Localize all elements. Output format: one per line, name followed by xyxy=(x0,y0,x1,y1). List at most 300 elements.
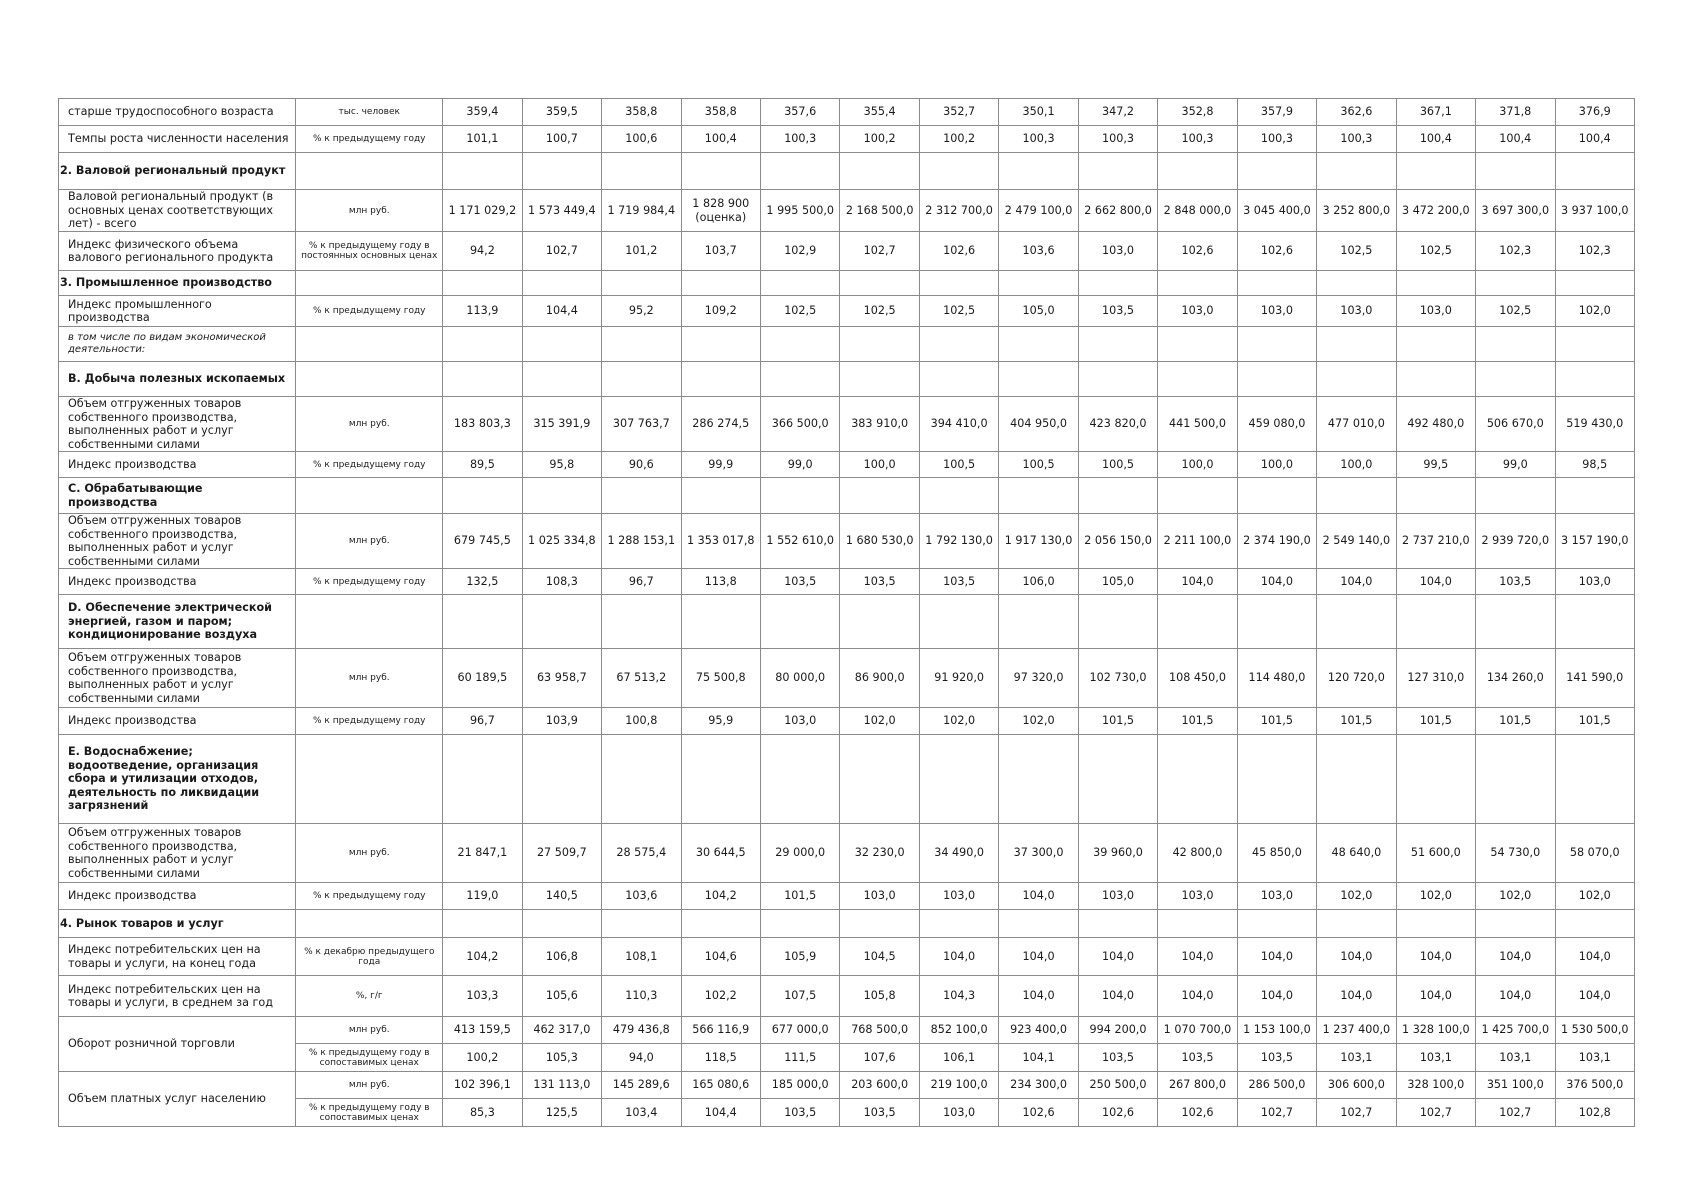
value-cell: 768 500,0 xyxy=(840,1017,919,1044)
value-cell: 103,0 xyxy=(840,883,919,910)
value-cell: 367,1 xyxy=(1396,99,1475,126)
value-cell: 102,7 xyxy=(1476,1099,1555,1127)
value-cell: 103,4 xyxy=(602,1099,681,1127)
empty-cell xyxy=(602,595,681,649)
empty-cell xyxy=(681,271,760,296)
value-cell: 2 312 700,0 xyxy=(919,190,998,232)
value-cell: 366 500,0 xyxy=(760,397,839,452)
value-cell: 105,3 xyxy=(522,1044,601,1072)
value-cell: 100,2 xyxy=(840,126,919,153)
value-cell: 100,5 xyxy=(1078,452,1157,478)
value-cell: 101,5 xyxy=(1237,708,1316,735)
value-cell: 104,0 xyxy=(1317,569,1396,595)
value-cell: 108 450,0 xyxy=(1158,649,1237,708)
value-cell: 103,9 xyxy=(522,708,601,735)
empty-cell xyxy=(681,595,760,649)
value-cell: 102,5 xyxy=(760,296,839,327)
unit-label: % к предыдущему году xyxy=(296,883,443,910)
value-cell: 100,4 xyxy=(1555,126,1634,153)
empty-cell xyxy=(760,362,839,397)
empty-cell xyxy=(522,735,601,824)
value-cell: 1 917 130,0 xyxy=(999,514,1078,569)
indicator-label: Темпы роста численности населения xyxy=(59,126,296,153)
empty-cell xyxy=(999,478,1078,514)
empty-cell xyxy=(1317,735,1396,824)
value-cell: 103,0 xyxy=(1078,883,1157,910)
value-cell: 104,5 xyxy=(840,938,919,976)
value-cell: 29 000,0 xyxy=(760,824,839,883)
value-cell: 102,7 xyxy=(1317,1099,1396,1127)
value-cell: 359,4 xyxy=(443,99,522,126)
indicator-label: Индекс потребительских цен на товары и услуги, в среднем за год xyxy=(59,976,296,1017)
empty-cell xyxy=(1476,595,1555,649)
empty-cell xyxy=(1396,327,1475,362)
value-cell: 352,7 xyxy=(919,99,998,126)
value-cell: 103,5 xyxy=(919,569,998,595)
value-cell: 102,5 xyxy=(1476,296,1555,327)
value-cell: 100,7 xyxy=(522,126,601,153)
value-cell: 100,3 xyxy=(760,126,839,153)
value-cell: 104,0 xyxy=(1555,976,1634,1017)
value-cell: 131 113,0 xyxy=(522,1072,601,1099)
empty-cell xyxy=(443,595,522,649)
table-row xyxy=(59,296,1635,327)
value-cell: 102,5 xyxy=(1317,232,1396,271)
value-cell: 102,7 xyxy=(840,232,919,271)
empty-cell xyxy=(760,735,839,824)
empty-cell xyxy=(840,478,919,514)
value-cell: 103,0 xyxy=(1317,296,1396,327)
value-cell: 307 763,7 xyxy=(602,397,681,452)
empty-cell xyxy=(1078,735,1157,824)
value-cell: 101,5 xyxy=(760,883,839,910)
empty-cell xyxy=(1317,362,1396,397)
empty-cell xyxy=(443,362,522,397)
value-cell: 95,8 xyxy=(522,452,601,478)
value-cell: 103,0 xyxy=(1237,883,1316,910)
value-cell: 104,6 xyxy=(681,938,760,976)
value-cell: 3 697 300,0 xyxy=(1476,190,1555,232)
empty-cell xyxy=(1237,910,1316,938)
economic-indicators-table xyxy=(58,98,1635,1127)
unit-label: млн руб. xyxy=(296,397,443,452)
empty-cell xyxy=(919,478,998,514)
value-cell: 102,9 xyxy=(760,232,839,271)
value-cell: 99,0 xyxy=(1476,452,1555,478)
unit-label: % к предыдущему году в сопоставимых ценах xyxy=(296,1044,443,1072)
empty-cell xyxy=(602,327,681,362)
empty-cell xyxy=(1317,327,1396,362)
value-cell: 30 644,5 xyxy=(681,824,760,883)
empty-cell xyxy=(1476,153,1555,190)
unit-label: млн руб. xyxy=(296,514,443,569)
unit-label: % к предыдущему году в сопоставимых ценах xyxy=(296,1099,443,1127)
value-cell: 1 792 130,0 xyxy=(919,514,998,569)
value-cell: 104,4 xyxy=(522,296,601,327)
unit-label: % к декабрю предыдущего года xyxy=(296,938,443,976)
value-cell: 1 237 400,0 xyxy=(1317,1017,1396,1044)
value-cell: 165 080,6 xyxy=(681,1072,760,1099)
section-heading: 4. Рынок товаров и услуг xyxy=(59,910,296,938)
value-cell: 104,0 xyxy=(1317,938,1396,976)
value-cell: 100,4 xyxy=(1476,126,1555,153)
indicator-label: Объем отгруженных товаров собственного производства, выполненных работ и услуг собственными силами xyxy=(59,824,296,883)
value-cell: 492 480,0 xyxy=(1396,397,1475,452)
value-cell: 102,5 xyxy=(840,296,919,327)
empty-cell xyxy=(760,910,839,938)
value-cell: 113,8 xyxy=(681,569,760,595)
value-cell: 3 472 200,0 xyxy=(1396,190,1475,232)
empty-cell xyxy=(1396,735,1475,824)
value-cell: 102,0 xyxy=(919,708,998,735)
unit-label: % к предыдущему году xyxy=(296,126,443,153)
value-cell: 140,5 xyxy=(522,883,601,910)
value-cell: 114 480,0 xyxy=(1237,649,1316,708)
value-cell: 103,5 xyxy=(1237,1044,1316,1072)
value-cell: 101,5 xyxy=(1078,708,1157,735)
indicator-label: Индекс производства xyxy=(59,452,296,478)
value-cell: 104,0 xyxy=(1396,976,1475,1017)
empty-cell xyxy=(1476,327,1555,362)
empty-cell xyxy=(1078,595,1157,649)
value-cell: 103,5 xyxy=(1078,1044,1157,1072)
value-cell: 102,0 xyxy=(1555,883,1634,910)
value-cell: 63 958,7 xyxy=(522,649,601,708)
value-cell: 103,1 xyxy=(1317,1044,1396,1072)
value-cell: 2 662 800,0 xyxy=(1078,190,1157,232)
value-cell: 100,0 xyxy=(1158,452,1237,478)
empty-cell xyxy=(443,327,522,362)
empty-cell xyxy=(681,735,760,824)
value-cell: 103,5 xyxy=(840,569,919,595)
empty-cell xyxy=(681,910,760,938)
value-cell: 477 010,0 xyxy=(1317,397,1396,452)
empty-cell xyxy=(522,271,601,296)
value-cell: 101,1 xyxy=(443,126,522,153)
indicator-label: старше трудоспособного возраста xyxy=(59,99,296,126)
value-cell: 103,5 xyxy=(1476,569,1555,595)
value-cell: 105,0 xyxy=(999,296,1078,327)
value-cell: 3 937 100,0 xyxy=(1555,190,1634,232)
empty-cell xyxy=(443,153,522,190)
value-cell: 371,8 xyxy=(1476,99,1555,126)
empty-cell xyxy=(1158,910,1237,938)
value-cell: 104,0 xyxy=(999,883,1078,910)
value-cell: 100,6 xyxy=(602,126,681,153)
empty-cell xyxy=(840,910,919,938)
table-row xyxy=(59,1072,1635,1099)
value-cell: 97 320,0 xyxy=(999,649,1078,708)
empty-cell xyxy=(840,735,919,824)
value-cell: 32 230,0 xyxy=(840,824,919,883)
value-cell: 185 000,0 xyxy=(760,1072,839,1099)
empty-cell xyxy=(1317,910,1396,938)
value-cell: 219 100,0 xyxy=(919,1072,998,1099)
empty-cell xyxy=(602,478,681,514)
empty-cell xyxy=(681,362,760,397)
value-cell: 3 252 800,0 xyxy=(1317,190,1396,232)
empty-cell xyxy=(999,271,1078,296)
value-cell: 118,5 xyxy=(681,1044,760,1072)
value-cell: 103,5 xyxy=(840,1099,919,1127)
empty-cell xyxy=(602,271,681,296)
value-cell: 104,0 xyxy=(1237,976,1316,1017)
value-cell: 355,4 xyxy=(840,99,919,126)
indicator-label: Валовой региональный продукт (в основных ценах соответствующих лет) - всего xyxy=(59,190,296,232)
value-cell: 3 045 400,0 xyxy=(1237,190,1316,232)
indicator-label: Индекс потребительских цен на товары и услуги, на конец года xyxy=(59,938,296,976)
value-cell: 104,0 xyxy=(1317,976,1396,1017)
value-cell: 45 850,0 xyxy=(1237,824,1316,883)
empty-cell xyxy=(999,910,1078,938)
value-cell: 462 317,0 xyxy=(522,1017,601,1044)
value-cell: 413 159,5 xyxy=(443,1017,522,1044)
value-cell: 100,5 xyxy=(919,452,998,478)
value-cell: 103,5 xyxy=(760,1099,839,1127)
value-cell: 105,8 xyxy=(840,976,919,1017)
value-cell: 286 500,0 xyxy=(1237,1072,1316,1099)
value-cell: 994 200,0 xyxy=(1078,1017,1157,1044)
value-cell: 519 430,0 xyxy=(1555,397,1634,452)
value-cell: 100,3 xyxy=(1317,126,1396,153)
value-cell: 2 168 500,0 xyxy=(840,190,919,232)
value-cell: 2 374 190,0 xyxy=(1237,514,1316,569)
table-row xyxy=(59,514,1635,569)
value-cell: 108,3 xyxy=(522,569,601,595)
value-cell: 404 950,0 xyxy=(999,397,1078,452)
value-cell: 376,9 xyxy=(1555,99,1634,126)
empty-cell xyxy=(1237,271,1316,296)
value-cell: 104,0 xyxy=(1396,938,1475,976)
value-cell: 42 800,0 xyxy=(1158,824,1237,883)
empty-cell xyxy=(296,910,443,938)
value-cell: 100,4 xyxy=(681,126,760,153)
value-cell: 86 900,0 xyxy=(840,649,919,708)
value-cell: 106,8 xyxy=(522,938,601,976)
value-cell: 1 719 984,4 xyxy=(602,190,681,232)
unit-label: млн руб. xyxy=(296,649,443,708)
value-cell: 357,6 xyxy=(760,99,839,126)
empty-cell xyxy=(1237,362,1316,397)
table-row xyxy=(59,595,1635,649)
value-cell: 1 025 334,8 xyxy=(522,514,601,569)
value-cell: 28 575,4 xyxy=(602,824,681,883)
value-cell: 1 353 017,8 xyxy=(681,514,760,569)
empty-cell xyxy=(1476,910,1555,938)
value-cell: 104,0 xyxy=(1158,569,1237,595)
value-cell: 110,3 xyxy=(602,976,681,1017)
empty-cell xyxy=(443,271,522,296)
empty-cell xyxy=(1078,327,1157,362)
empty-cell xyxy=(1158,271,1237,296)
value-cell: 103,0 xyxy=(1555,569,1634,595)
unit-label: % к предыдущему году в постоянных основных ценах xyxy=(296,232,443,271)
value-cell: 103,5 xyxy=(760,569,839,595)
empty-cell xyxy=(1476,362,1555,397)
value-cell: 100,2 xyxy=(919,126,998,153)
empty-cell xyxy=(840,327,919,362)
indicator-label: Индекс производства xyxy=(59,708,296,735)
table-body xyxy=(59,99,1635,1127)
table-row xyxy=(59,708,1635,735)
unit-label: %, г/г xyxy=(296,976,443,1017)
value-cell: 1 171 029,2 xyxy=(443,190,522,232)
value-cell: 113,9 xyxy=(443,296,522,327)
value-cell: 459 080,0 xyxy=(1237,397,1316,452)
value-cell: 107,5 xyxy=(760,976,839,1017)
value-cell: 85,3 xyxy=(443,1099,522,1127)
table-row xyxy=(59,735,1635,824)
empty-cell xyxy=(919,153,998,190)
empty-cell xyxy=(296,327,443,362)
indicator-label: Индекс физического объема валового регионального продукта xyxy=(59,232,296,271)
value-cell: 394 410,0 xyxy=(919,397,998,452)
empty-cell xyxy=(296,595,443,649)
table-row xyxy=(59,1017,1635,1044)
empty-cell xyxy=(999,327,1078,362)
empty-cell xyxy=(1237,735,1316,824)
unit-label: % к предыдущему году xyxy=(296,296,443,327)
value-cell: 479 436,8 xyxy=(602,1017,681,1044)
value-cell: 350,1 xyxy=(999,99,1078,126)
empty-cell xyxy=(522,362,601,397)
value-cell: 102 730,0 xyxy=(1078,649,1157,708)
value-cell: 1 530 500,0 xyxy=(1555,1017,1634,1044)
note-text: в том числе по видам экономической деятельности: xyxy=(59,327,296,362)
empty-cell xyxy=(999,153,1078,190)
empty-cell xyxy=(1158,327,1237,362)
value-cell: 250 500,0 xyxy=(1078,1072,1157,1099)
value-cell: 852 100,0 xyxy=(919,1017,998,1044)
value-cell: 2 056 150,0 xyxy=(1078,514,1157,569)
table-row xyxy=(59,126,1635,153)
unit-label: млн руб. xyxy=(296,1017,443,1044)
value-cell: 103,7 xyxy=(681,232,760,271)
value-cell: 106,0 xyxy=(999,569,1078,595)
value-cell: 103,1 xyxy=(1555,1044,1634,1072)
value-cell: 1 328 100,0 xyxy=(1396,1017,1475,1044)
value-cell: 111,5 xyxy=(760,1044,839,1072)
empty-cell xyxy=(1396,478,1475,514)
value-cell: 100,2 xyxy=(443,1044,522,1072)
empty-cell xyxy=(1476,478,1555,514)
value-cell: 2 479 100,0 xyxy=(999,190,1078,232)
value-cell: 2 737 210,0 xyxy=(1396,514,1475,569)
value-cell: 566 116,9 xyxy=(681,1017,760,1044)
value-cell: 104,4 xyxy=(681,1099,760,1127)
value-cell: 102,0 xyxy=(999,708,1078,735)
empty-cell xyxy=(919,910,998,938)
value-cell: 75 500,8 xyxy=(681,649,760,708)
empty-cell xyxy=(1317,271,1396,296)
value-cell: 103,0 xyxy=(1396,296,1475,327)
empty-cell xyxy=(760,271,839,296)
value-cell: 183 803,3 xyxy=(443,397,522,452)
value-cell: 104,0 xyxy=(1158,938,1237,976)
value-cell: 351 100,0 xyxy=(1476,1072,1555,1099)
indicator-label: Объем платных услуг населению xyxy=(59,1072,296,1127)
value-cell: 99,5 xyxy=(1396,452,1475,478)
value-cell: 58 070,0 xyxy=(1555,824,1634,883)
unit-label: % к предыдущему году xyxy=(296,708,443,735)
subsection-heading: C. Обрабатывающие производства xyxy=(59,478,296,514)
value-cell: 104,0 xyxy=(919,938,998,976)
value-cell: 104,0 xyxy=(1078,938,1157,976)
table-row xyxy=(59,271,1635,296)
value-cell: 359,5 xyxy=(522,99,601,126)
value-cell: 102,3 xyxy=(1555,232,1634,271)
value-cell: 357,9 xyxy=(1237,99,1316,126)
value-cell: 441 500,0 xyxy=(1158,397,1237,452)
empty-cell xyxy=(1078,153,1157,190)
unit-label: % к предыдущему году xyxy=(296,452,443,478)
value-cell: 102,7 xyxy=(522,232,601,271)
value-cell: 315 391,9 xyxy=(522,397,601,452)
indicator-label: Индекс производства xyxy=(59,883,296,910)
empty-cell xyxy=(681,153,760,190)
empty-cell xyxy=(1555,153,1634,190)
subsection-heading: D. Обеспечение электрической энергией, газом и паром; кондиционирование воздуха xyxy=(59,595,296,649)
value-cell: 104,0 xyxy=(1555,938,1634,976)
value-cell: 119,0 xyxy=(443,883,522,910)
value-cell: 1 552 610,0 xyxy=(760,514,839,569)
empty-cell xyxy=(1476,271,1555,296)
unit-label: % к предыдущему году xyxy=(296,569,443,595)
empty-cell xyxy=(760,153,839,190)
value-cell: 102,0 xyxy=(840,708,919,735)
value-cell: 102,7 xyxy=(1396,1099,1475,1127)
value-cell: 102,6 xyxy=(1158,1099,1237,1127)
value-cell: 102 396,1 xyxy=(443,1072,522,1099)
table-row xyxy=(59,1099,1635,1127)
empty-cell xyxy=(1555,271,1634,296)
value-cell: 90,6 xyxy=(602,452,681,478)
empty-cell xyxy=(919,595,998,649)
value-cell: 27 509,7 xyxy=(522,824,601,883)
table-row xyxy=(59,190,1635,232)
empty-cell xyxy=(296,362,443,397)
value-cell: 107,6 xyxy=(840,1044,919,1072)
value-cell: 358,8 xyxy=(681,99,760,126)
unit-label: млн руб. xyxy=(296,1072,443,1099)
value-cell: 100,0 xyxy=(840,452,919,478)
empty-cell xyxy=(522,595,601,649)
value-cell: 3 157 190,0 xyxy=(1555,514,1634,569)
empty-cell xyxy=(919,735,998,824)
empty-cell xyxy=(443,478,522,514)
value-cell: 102,6 xyxy=(1078,1099,1157,1127)
value-cell: 104,2 xyxy=(681,883,760,910)
value-cell: 102,2 xyxy=(681,976,760,1017)
empty-cell xyxy=(1078,271,1157,296)
value-cell: 141 590,0 xyxy=(1555,649,1634,708)
empty-cell xyxy=(602,910,681,938)
value-cell: 67 513,2 xyxy=(602,649,681,708)
empty-cell xyxy=(919,362,998,397)
value-cell: 54 730,0 xyxy=(1476,824,1555,883)
value-cell: 51 600,0 xyxy=(1396,824,1475,883)
value-cell: 104,0 xyxy=(1396,569,1475,595)
indicator-label: Объем отгруженных товаров собственного производства, выполненных работ и услуг собственными силами xyxy=(59,397,296,452)
subsection-heading: E. Водоснабжение; водоотведение, организация сбора и утилизации отходов, деятельность по ликвидации загрязнений xyxy=(59,735,296,824)
empty-cell xyxy=(1396,595,1475,649)
value-cell: 102,0 xyxy=(1555,296,1634,327)
section-heading: 3. Промышленное производство xyxy=(59,271,296,296)
value-cell: 506 670,0 xyxy=(1476,397,1555,452)
value-cell: 109,2 xyxy=(681,296,760,327)
value-cell: 105,0 xyxy=(1078,569,1157,595)
empty-cell xyxy=(1396,153,1475,190)
